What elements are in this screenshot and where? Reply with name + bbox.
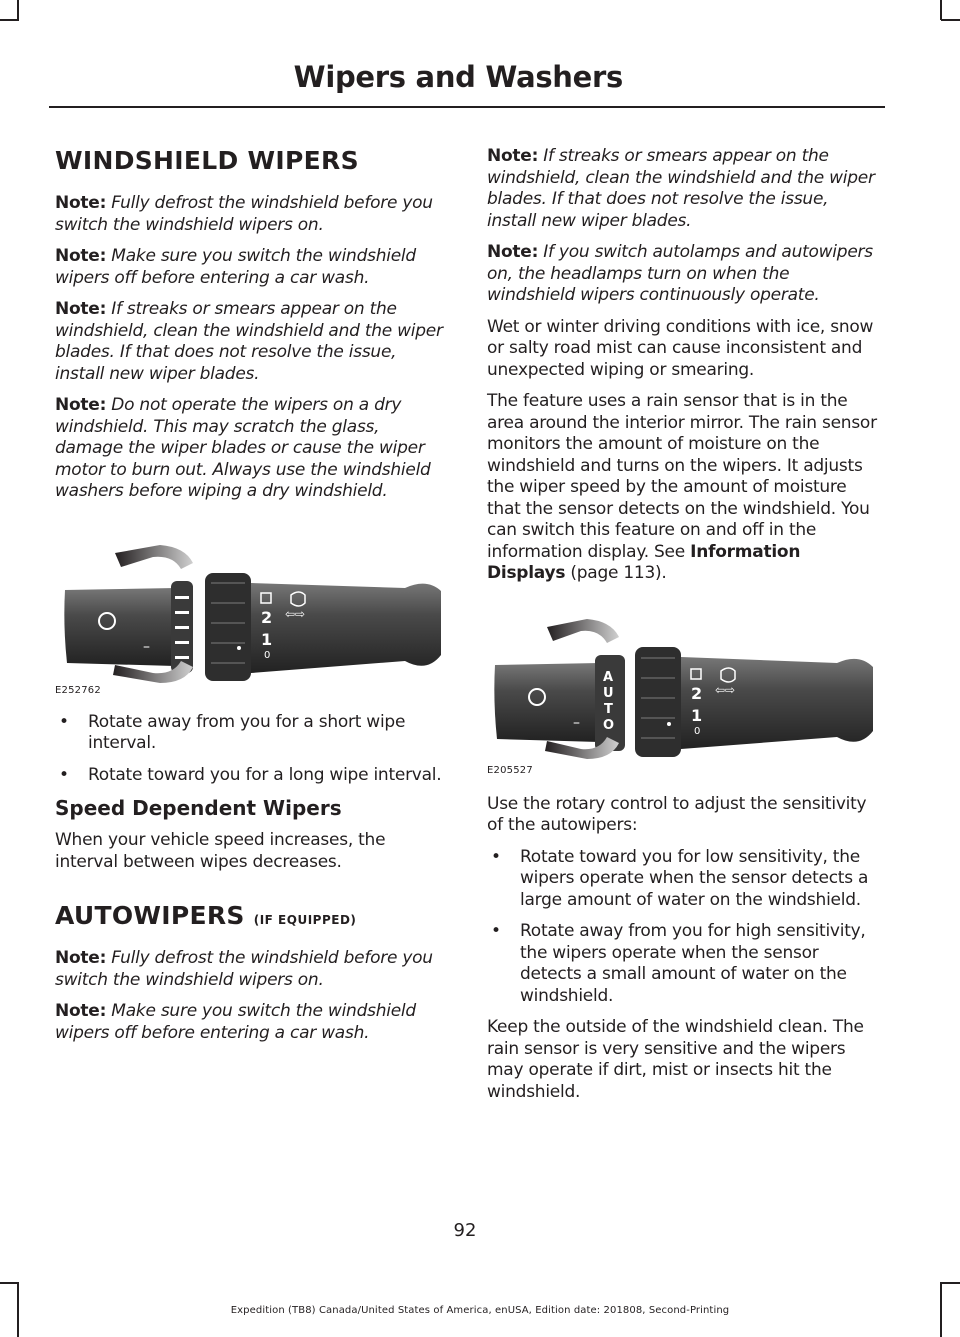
wiper-speed-1: 1 — [261, 629, 273, 649]
page-reference: (page 113). — [570, 563, 667, 583]
bullet-list — [487, 847, 877, 1008]
if-equipped-label: (IF EQUIPPED) — [253, 913, 357, 927]
paragraph: Keep the outside of the windshield clean. The rain sensor is very sensitive and the wipers may operate if dirt, mist or insects hit the windshield. — [487, 1017, 864, 1102]
figure-code: E252762 — [55, 684, 101, 696]
note-label: Note: — [55, 246, 107, 266]
note — [55, 246, 445, 289]
wiper-stalk-illustration — [55, 533, 445, 683]
note-label: Note: — [55, 395, 107, 415]
subsection-title: Speed Dependent Wipers — [55, 796, 342, 820]
autowiper-stalk-illustration — [487, 603, 877, 763]
note — [55, 1001, 445, 1044]
minus-mark: – — [143, 638, 150, 655]
auto-letter-a: A — [603, 669, 614, 685]
note-label: Note: — [55, 299, 107, 319]
header-rule — [49, 106, 885, 108]
crop-mark — [17, 0, 19, 20]
right-column — [487, 146, 877, 1113]
note-text: If streaks or smears appear on the windshield, clean the windshield and the wiper blades. If that does not resolve the issue, install new wiper blades. — [55, 299, 443, 384]
auto-letter-t: T — [604, 701, 613, 717]
note-label: Note: — [55, 948, 107, 968]
figure-code: E205527 — [487, 764, 533, 776]
note-label: Note: — [487, 146, 539, 166]
page-number: 92 — [453, 1220, 477, 1241]
note-text: If you switch autolamps and autowipers on, the headlamps turn on when the windshield wipers continuously operate. — [487, 242, 873, 305]
autowiper-stalk-figure — [487, 603, 877, 776]
turn-signal-arrows-icon: ⇦⇨ — [285, 606, 306, 621]
auto-letter-o: O — [603, 717, 615, 733]
note-label: Note: — [487, 242, 539, 262]
note-text: Fully defrost the windshield before you switch the windshield wipers on. — [55, 193, 433, 235]
minus-mark: – — [573, 714, 580, 731]
section-title-text: AUTOWIPERS — [55, 901, 245, 930]
footer: Expedition (TB8) Canada/United States of America, enUSA, Edition date: 201808, Second-Printing — [230, 1305, 730, 1316]
note — [487, 146, 877, 232]
note — [55, 299, 445, 385]
note-label: Note: — [55, 193, 107, 213]
list-item: • Rotate away from you for a short wipe interval. — [55, 712, 445, 755]
cross-reference-link[interactable]: Information Displays — [487, 541, 801, 583]
note — [55, 948, 445, 991]
paragraph-text: The feature uses a rain sensor that is in the area around the interior mirror. The rain sensor monitors the amount of moisture on the windshield and turns on the wipers. It adjusts the wiper speed by the amount of moisture that the sensor detects on the windshield. You can switch this feature on and off in the information display. See — [487, 391, 877, 562]
note-text: Make sure you switch the windshield wipers off before entering a car wash. — [55, 1001, 416, 1043]
list-item: • Rotate away from you for high sensitivity, the wipers operate when the sensor detects a small amount of water on the windshield. — [487, 921, 877, 1007]
page-title: Wipers and Washers — [293, 60, 623, 94]
note-text: Do not operate the wipers on a dry windshield. This may scratch the glass, damage the wiper blades or cause the wiper motor to burn out. Always use the windshield washers before wiping a dry windshield. — [55, 395, 431, 501]
auto-letter-u: U — [603, 685, 614, 701]
wiper-speed-2: 2 — [261, 607, 273, 627]
wiper-off-0: 0 — [694, 725, 701, 737]
note-text: Fully defrost the windshield before you switch the windshield wipers on. — [55, 948, 433, 990]
list-item: • Rotate toward you for low sensitivity, the wipers operate when the sensor detects a large amount of water on the windshield. — [487, 847, 877, 912]
dot-mark — [667, 722, 671, 726]
crop-mark — [941, 1282, 960, 1284]
note-text: If streaks or smears appear on the windshield, clean the windshield and the wiper blades. If that does not resolve the issue, install new wiper blades. — [487, 146, 875, 231]
note — [487, 242, 877, 307]
crop-mark — [941, 19, 960, 21]
note — [55, 395, 445, 503]
wiper-speed-2: 2 — [691, 683, 703, 703]
crop-mark — [0, 19, 19, 21]
note-text: Make sure you switch the windshield wipers off before entering a car wash. — [55, 246, 416, 288]
paragraph — [487, 391, 877, 585]
paragraph: Use the rotary control to adjust the sensitivity of the autowipers: — [487, 793, 867, 835]
section-title-autowipers — [55, 901, 445, 931]
list-item: • Rotate toward you for a long wipe interval. — [55, 765, 445, 787]
turn-signal-arrows-icon: ⇦⇨ — [715, 682, 736, 697]
crop-mark — [0, 1282, 19, 1284]
note-label: Note: — [55, 1001, 107, 1021]
section-title-windshield-wipers: WINDSHIELD WIPERS — [55, 146, 359, 175]
note — [55, 193, 445, 236]
left-column — [55, 146, 445, 1054]
paragraph: Wet or winter driving conditions with ice, snow or salty road mist can cause inconsistent and unexpected wiping or smearing. — [487, 316, 874, 380]
wiper-off-0: 0 — [264, 649, 271, 661]
paragraph: When your vehicle speed increases, the interval between wipes decreases. — [55, 830, 386, 872]
bullet-list — [55, 712, 445, 787]
crop-mark — [940, 0, 942, 20]
wiper-speed-1: 1 — [691, 705, 703, 725]
dot-mark — [237, 646, 241, 650]
wiper-stalk-figure — [55, 533, 445, 696]
